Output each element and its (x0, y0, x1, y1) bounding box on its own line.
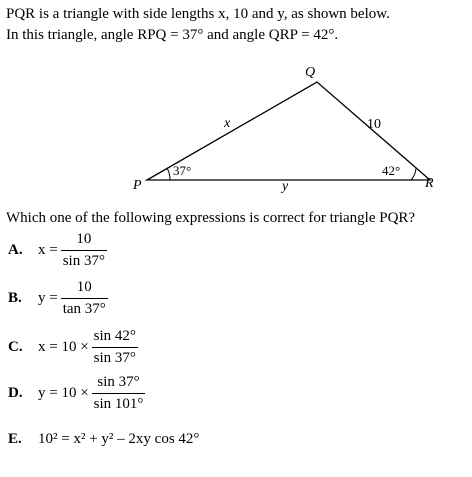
option-a-denominator: sin 37° (61, 250, 107, 270)
vertex-label-p: P (133, 178, 142, 193)
side-label-10: 10 (367, 117, 381, 132)
vertex-label-q: Q (305, 65, 316, 80)
angle-arc-p (167, 168, 170, 180)
option-c-lhs: x = 10 × (38, 339, 89, 355)
option-c-denominator: sin 37° (92, 347, 138, 367)
vertex-label-r: R (425, 176, 434, 191)
option-a-letter: A. (8, 242, 23, 258)
side-label-x: x (224, 116, 231, 131)
option-b-fraction (61, 279, 108, 318)
option-b-numerator: 10 (76, 279, 92, 295)
angle-label-r: 42° (382, 163, 401, 178)
option-d-lhs: y = 10 × (38, 385, 89, 401)
option-d-denominator: sin 101° (92, 393, 146, 413)
option-c-letter: C. (8, 339, 23, 355)
option-d-numerator: sin 37° (97, 374, 140, 390)
angle-label-p: 37° (173, 163, 192, 178)
option-a-fraction (61, 231, 107, 270)
option-d-fraction (92, 374, 146, 413)
option-a-lhs: x = (38, 242, 58, 258)
option-e-expression: 10² = x² + y² – 2xy cos 42° (38, 431, 200, 447)
side-label-y: y (282, 179, 289, 194)
question-text: Which one of the following expressions is correct for triangle PQR? (6, 210, 416, 226)
option-b-letter: B. (8, 290, 22, 306)
angle-arc-r (411, 168, 416, 180)
option-c-fraction (92, 328, 138, 367)
intro-line-2: In this triangle, angle RPQ = 37° and angle QRP = 42°. (6, 27, 339, 43)
option-c (8, 328, 138, 367)
option-b-lhs: y = (38, 290, 58, 306)
option-c-numerator: sin 42° (93, 328, 136, 344)
intro-line-1: PQR is a triangle with side lengths x, 10 and y, as shown below. (6, 6, 390, 22)
triangle-figure (0, 0, 472, 210)
option-e (8, 431, 199, 448)
option-a (8, 231, 107, 270)
option-a-numerator: 10 (76, 231, 92, 247)
option-d-letter: D. (8, 385, 23, 401)
option-e-letter: E. (8, 431, 22, 447)
option-b-denominator: tan 37° (61, 298, 108, 318)
option-d (8, 374, 145, 413)
option-b (8, 279, 108, 318)
